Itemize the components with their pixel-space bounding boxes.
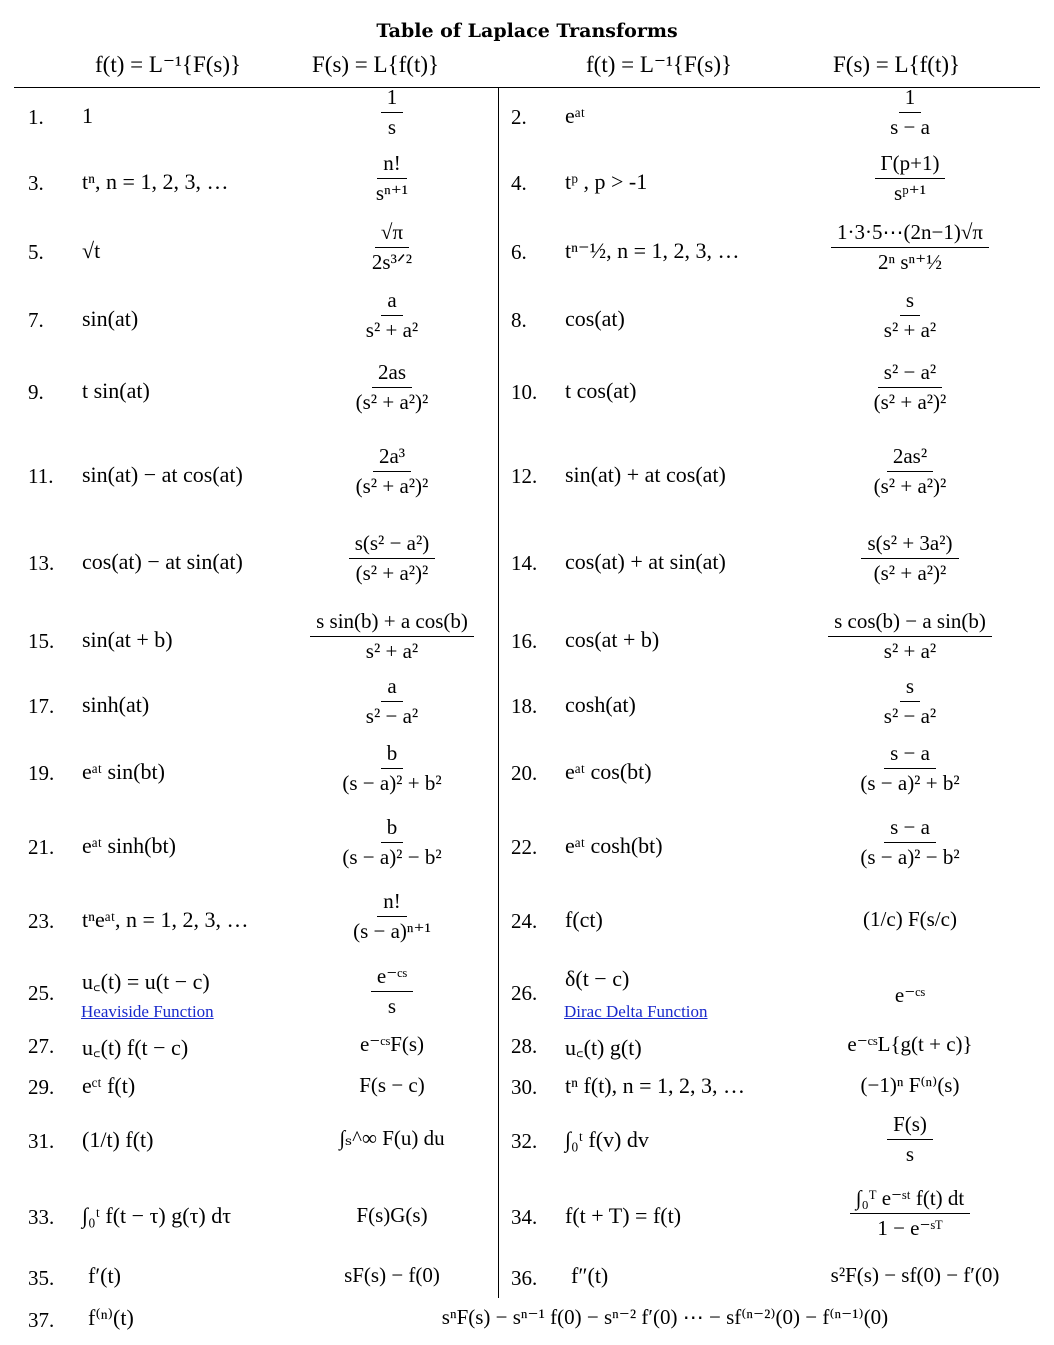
row-transform bbox=[810, 444, 1010, 499]
fraction-denominator: (s² + a²)² bbox=[873, 390, 947, 414]
row-transform: e⁻ᶜˢF(s) bbox=[359, 1032, 425, 1056]
fraction-denominator: (s² + a²)² bbox=[355, 474, 429, 498]
fraction-denominator: s² + a² bbox=[883, 639, 937, 663]
row-transform bbox=[292, 741, 492, 796]
dirac-delta-function-link[interactable]: Dirac Delta Function bbox=[564, 1002, 708, 1021]
row-function: √t bbox=[82, 238, 101, 263]
fraction-denominator: s² + a² bbox=[883, 318, 937, 342]
fraction-numerator: 2a³ bbox=[373, 444, 411, 472]
row-function: tⁿ⁻½, n = 1, 2, 3, … bbox=[565, 238, 740, 263]
row-number: 6. bbox=[511, 240, 527, 264]
row-number: 3. bbox=[28, 171, 44, 195]
row-function: eᵃᵗ bbox=[565, 103, 585, 128]
row-transform bbox=[810, 531, 1010, 586]
row-number: 1. bbox=[28, 105, 44, 129]
row-number: 11. bbox=[28, 464, 54, 488]
row-transform: ∫ₛ^∞ F(u) du bbox=[339, 1126, 445, 1150]
row-transform bbox=[292, 889, 492, 944]
row-number: 14. bbox=[511, 551, 538, 575]
fraction-numerator: s − a bbox=[884, 815, 936, 843]
row-transform bbox=[810, 609, 1010, 664]
row-transform bbox=[810, 151, 1010, 206]
row-function: u꜀(t) = u(t − c) bbox=[82, 969, 210, 994]
row-function: cos(at) − at sin(at) bbox=[82, 549, 243, 574]
fraction-denominator: s bbox=[387, 115, 397, 139]
fraction-denominator: (s² + a²)² bbox=[355, 390, 429, 414]
fraction-numerator: 1 bbox=[381, 85, 404, 113]
row-number: 33. bbox=[28, 1205, 55, 1229]
fraction-numerator: s sin(b) + a cos(b) bbox=[310, 609, 474, 637]
fraction-numerator: √π bbox=[375, 220, 409, 248]
row-function: eᵃᵗ sinh(bt) bbox=[82, 833, 176, 858]
row-function: eᵃᵗ cosh(bt) bbox=[565, 833, 663, 858]
fraction-numerator: b bbox=[381, 815, 404, 843]
row-number: 25. bbox=[28, 981, 55, 1005]
fraction-denominator: s² − a² bbox=[365, 704, 419, 728]
row-function: eᶜᵗ f(t) bbox=[82, 1073, 136, 1098]
fraction-denominator: s bbox=[905, 1142, 915, 1166]
fraction-numerator: s cos(b) − a sin(b) bbox=[828, 609, 992, 637]
row-function: sin(at + b) bbox=[82, 627, 173, 652]
row-function: eᵃᵗ cos(bt) bbox=[565, 759, 652, 784]
fraction-denominator: sᵖ⁺¹ bbox=[893, 181, 927, 205]
fraction-denominator: (s² + a²)² bbox=[873, 474, 947, 498]
row-number: 29. bbox=[28, 1075, 55, 1099]
row-number: 16. bbox=[511, 629, 538, 653]
row-function: δ(t − c) bbox=[565, 966, 630, 991]
row-function: f′(t) bbox=[88, 1263, 121, 1288]
fraction-denominator: s² + a² bbox=[365, 318, 419, 342]
row-transform bbox=[292, 220, 492, 275]
fraction-numerator: s bbox=[900, 674, 920, 702]
fraction-numerator: b bbox=[381, 741, 404, 769]
row-number: 37. bbox=[28, 1308, 55, 1332]
fraction-denominator: (s² + a²)² bbox=[355, 561, 429, 585]
row-transform: e⁻ᶜˢ bbox=[894, 983, 926, 1007]
fraction-denominator: (s − a)² + b² bbox=[860, 771, 960, 795]
fraction-denominator: s² + a² bbox=[365, 639, 419, 663]
row-number: 7. bbox=[28, 308, 44, 332]
fraction-denominator: (s − a)² − b² bbox=[860, 845, 960, 869]
fraction-numerator: F(s) bbox=[887, 1112, 933, 1140]
row-transform: s²F(s) − sf(0) − f′(0) bbox=[830, 1263, 1000, 1287]
row-number: 18. bbox=[511, 694, 538, 718]
header-left-inverse: f(t) = L⁻¹{F(s)} bbox=[95, 52, 242, 77]
fraction-numerator: 1·3·5⋯(2n−1)√π bbox=[831, 220, 989, 248]
row-transform bbox=[810, 360, 1010, 415]
row-number: 31. bbox=[28, 1129, 55, 1153]
row-transform bbox=[292, 674, 492, 729]
row-function: tⁿ, n = 1, 2, 3, … bbox=[82, 169, 229, 194]
row-number: 17. bbox=[28, 694, 55, 718]
row-number: 23. bbox=[28, 909, 55, 933]
row-transform: e⁻ᶜˢL{g(t + c)} bbox=[847, 1032, 973, 1056]
fraction-numerator: Γ(p+1) bbox=[875, 151, 946, 179]
row-number: 26. bbox=[511, 981, 538, 1005]
row-number: 27. bbox=[28, 1034, 55, 1058]
row-number: 13. bbox=[28, 551, 55, 575]
row-transform: F(s − c) bbox=[359, 1073, 425, 1097]
row-transform bbox=[810, 85, 1010, 140]
row-function: tⁿ f(t), n = 1, 2, 3, … bbox=[565, 1073, 746, 1098]
row-transform bbox=[810, 815, 1010, 870]
row-transform bbox=[292, 531, 492, 586]
row-number: 19. bbox=[28, 761, 55, 785]
row-function: 1 bbox=[82, 103, 93, 128]
fraction-numerator: 2as² bbox=[887, 444, 933, 472]
fraction-numerator: a bbox=[381, 674, 402, 702]
row-transform bbox=[292, 815, 492, 870]
row-transform bbox=[810, 1112, 1010, 1167]
row-transform: sF(s) − f(0) bbox=[344, 1263, 440, 1287]
fraction-numerator: s bbox=[900, 288, 920, 316]
row-number: 5. bbox=[28, 240, 44, 264]
row-function: sin(at) − at cos(at) bbox=[82, 462, 243, 487]
row-function: sinh(at) bbox=[82, 692, 150, 717]
row-function: sin(at) + at cos(at) bbox=[565, 462, 726, 487]
row-function: u꜀(t) f(t − c) bbox=[82, 1035, 189, 1060]
fraction-numerator: n! bbox=[377, 889, 407, 917]
header-right-inverse: f(t) = L⁻¹{F(s)} bbox=[586, 52, 733, 77]
row-transform bbox=[810, 288, 1010, 343]
row-transform bbox=[292, 288, 492, 343]
row-function: cos(at) bbox=[565, 306, 625, 331]
row-function: cosh(at) bbox=[565, 692, 636, 717]
row-number: 22. bbox=[511, 835, 538, 859]
row-transform bbox=[292, 964, 492, 1019]
row-number: 21. bbox=[28, 835, 55, 859]
row-transform bbox=[292, 151, 492, 206]
fraction-numerator: 1 bbox=[899, 85, 922, 113]
heaviside-function-link[interactable]: Heaviside Function bbox=[81, 1002, 214, 1021]
fraction-denominator: (s − a)² + b² bbox=[342, 771, 442, 795]
row-transform: F(s)G(s) bbox=[356, 1203, 428, 1227]
column-divider bbox=[498, 88, 499, 1298]
row-function: ∫₀ᵗ f(t − τ) g(τ) dτ bbox=[82, 1203, 232, 1228]
row-number: 32. bbox=[511, 1129, 538, 1153]
fraction-denominator: 1 − e⁻ˢᵀ bbox=[877, 1216, 943, 1240]
fraction-denominator: s² − a² bbox=[883, 704, 937, 728]
row-function: f(ct) bbox=[565, 907, 603, 932]
fraction-numerator: s(s² + 3a²) bbox=[861, 531, 958, 559]
row-transform bbox=[292, 85, 492, 140]
row-transform bbox=[810, 220, 1010, 275]
row-function: f(t + T) = f(t) bbox=[565, 1203, 682, 1228]
row-function: t cos(at) bbox=[565, 378, 637, 403]
fraction-denominator: s bbox=[387, 994, 397, 1018]
row-number: 9. bbox=[28, 380, 44, 404]
row-function: f⁽ⁿ⁾(t) bbox=[88, 1305, 134, 1330]
fraction-numerator: n! bbox=[377, 151, 407, 179]
row-number: 34. bbox=[511, 1205, 538, 1229]
row-function: tᵖ , p > -1 bbox=[565, 169, 648, 194]
fraction-numerator: s(s² − a²) bbox=[349, 531, 436, 559]
row-number: 4. bbox=[511, 171, 527, 195]
fraction-denominator: (s − a)ⁿ⁺¹ bbox=[353, 919, 431, 943]
row-number: 30. bbox=[511, 1075, 538, 1099]
fraction-denominator: 2s³ᐟ² bbox=[371, 250, 413, 274]
row-number: 20. bbox=[511, 761, 538, 785]
row-function: cos(at) + at sin(at) bbox=[565, 549, 726, 574]
row-number: 2. bbox=[511, 105, 527, 129]
fraction-numerator: s² − a² bbox=[878, 360, 942, 388]
row-number: 12. bbox=[511, 464, 538, 488]
row-transform bbox=[810, 674, 1010, 729]
fraction-denominator: s − a bbox=[890, 115, 930, 139]
row-number: 24. bbox=[511, 909, 538, 933]
row-transform: (1/c) F(s/c) bbox=[863, 907, 957, 931]
page-title: Table of Laplace Transforms bbox=[376, 20, 678, 42]
row-number: 36. bbox=[511, 1266, 538, 1290]
row-number: 15. bbox=[28, 629, 55, 653]
row-transform: (−1)ⁿ F⁽ⁿ⁾(s) bbox=[860, 1073, 960, 1097]
row-function: cos(at + b) bbox=[565, 627, 660, 652]
row-function: tⁿeᵃᵗ, n = 1, 2, 3, … bbox=[82, 907, 249, 932]
row-function: eᵃᵗ sin(bt) bbox=[82, 759, 165, 784]
row-function: u꜀(t) g(t) bbox=[565, 1035, 642, 1060]
row-transform bbox=[292, 609, 492, 664]
row-function: f″(t) bbox=[571, 1263, 609, 1288]
fraction-numerator: a bbox=[381, 288, 402, 316]
header-right-transform: F(s) = L{f(t)} bbox=[833, 52, 961, 77]
fraction-denominator: 2ⁿ sⁿ⁺½ bbox=[878, 250, 942, 274]
row-function: t sin(at) bbox=[82, 378, 150, 403]
row-transform bbox=[292, 360, 492, 415]
row-number: 35. bbox=[28, 1266, 55, 1290]
row-function: sin(at) bbox=[82, 306, 139, 331]
row-transform bbox=[810, 1186, 1010, 1241]
fraction-numerator: s − a bbox=[884, 741, 936, 769]
fraction-numerator: e⁻ᶜˢ bbox=[371, 964, 413, 992]
row-transform: sⁿF(s) − sⁿ⁻¹ f(0) − sⁿ⁻² f′(0) ⋯ − sf⁽ⁿ⁻²⁾(0) − f⁽ⁿ⁻¹⁾(0) bbox=[441, 1305, 889, 1329]
row-transform bbox=[810, 741, 1010, 796]
row-transform bbox=[292, 444, 492, 499]
row-function: (1/t) f(t) bbox=[82, 1127, 154, 1152]
fraction-denominator: (s² + a²)² bbox=[873, 561, 947, 585]
fraction-numerator: 2as bbox=[372, 360, 412, 388]
row-number: 10. bbox=[511, 380, 538, 404]
fraction-numerator: ∫₀ᵀ e⁻ˢᵗ f(t) dt bbox=[850, 1186, 970, 1214]
row-function: ∫₀ᵗ f(v) dv bbox=[565, 1127, 649, 1152]
header-left-transform: F(s) = L{f(t)} bbox=[312, 52, 440, 77]
fraction-denominator: (s − a)² − b² bbox=[342, 845, 442, 869]
row-number: 8. bbox=[511, 308, 527, 332]
row-number: 28. bbox=[511, 1034, 538, 1058]
fraction-denominator: sⁿ⁺¹ bbox=[375, 181, 409, 205]
